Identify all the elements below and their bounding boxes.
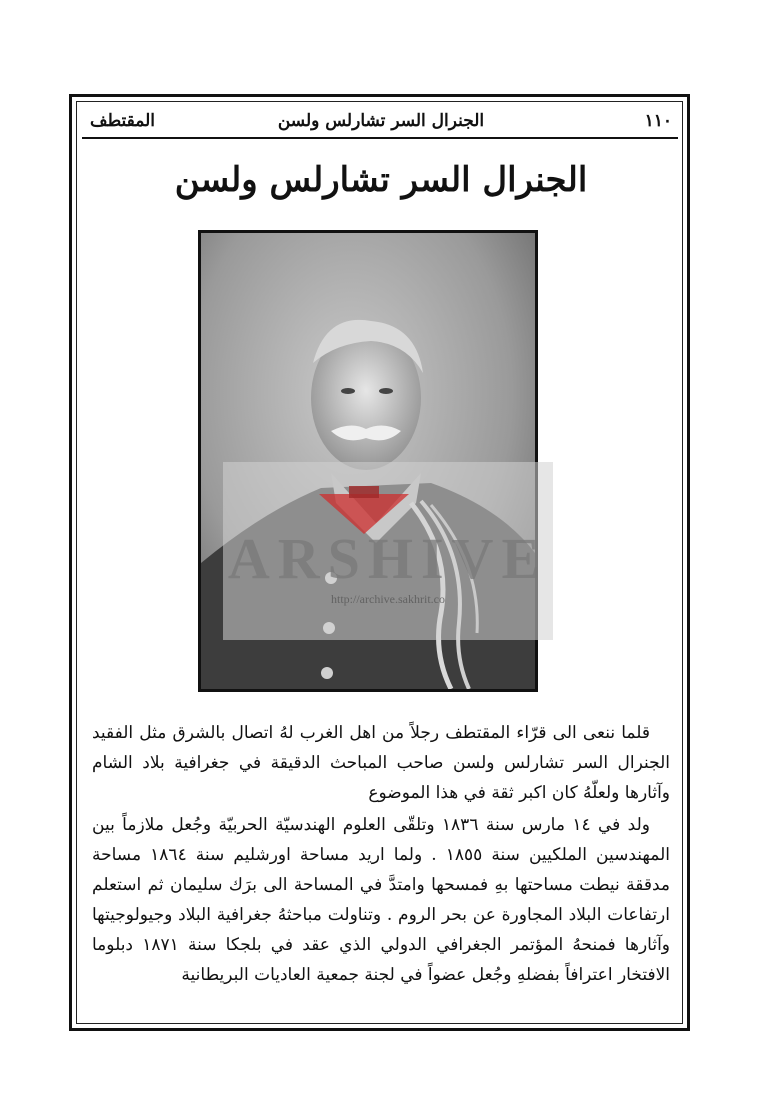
article-body: [92, 718, 670, 990]
paragraph: ولد في ١٤ مارس سنة ١٨٣٦ وتلقّى العلوم الهندسيّة الحربيّة وجُعل ملازماً بين المهندسين الملكيين سنة ١٨٥٥ . ولما اريد مساحة اورشليم سنة ١٨٦٤ مساحة مدققة نيطت مساحتها بهِ فمسحها وامتدَّ في المساحة الى برَك سليمان ثم استعلم ارتفاعات البلاد المجاورة عن بحر الروم . وتناولت مباحثهُ جغرافية البلاد وجيولوجيتها وآثارها فمنحهُ المؤتمر الجغرافي الدولي الذي عقد في بلجكا سنة ١٨٧١ دبلوما الافتخار اعترافاً بفضلهِ وجُعل عضواً في لجنة جمعية العاديات البريطانية: [92, 815, 670, 985]
running-title: الجنرال السر تشارلس ولسن: [277, 111, 485, 131]
archive-watermark: [223, 462, 553, 640]
watermark-name: ARSHIVE: [227, 526, 549, 591]
paragraph: قلما ننعى الى قرّاء المقتطف رجلاً من اهل الغرب لهُ اتصال بالشرق مثل الفقيد الجنرال السر تشارلس ولسن صاحب المباحث الدقيقة في جغرافية بلاد الشام وآثارها ولعلّهُ كان اكبر ثقة في هذا الموضوع: [92, 723, 670, 803]
running-header: [90, 106, 672, 136]
journal-name: المقتطف: [90, 111, 156, 131]
article-title: الجنرال السر تشارلس ولسن: [174, 160, 588, 200]
page-number: ١١٠: [644, 111, 672, 131]
header-divider: [82, 137, 678, 139]
watermark-url: http://archive.sakhrit.co: [331, 592, 445, 606]
